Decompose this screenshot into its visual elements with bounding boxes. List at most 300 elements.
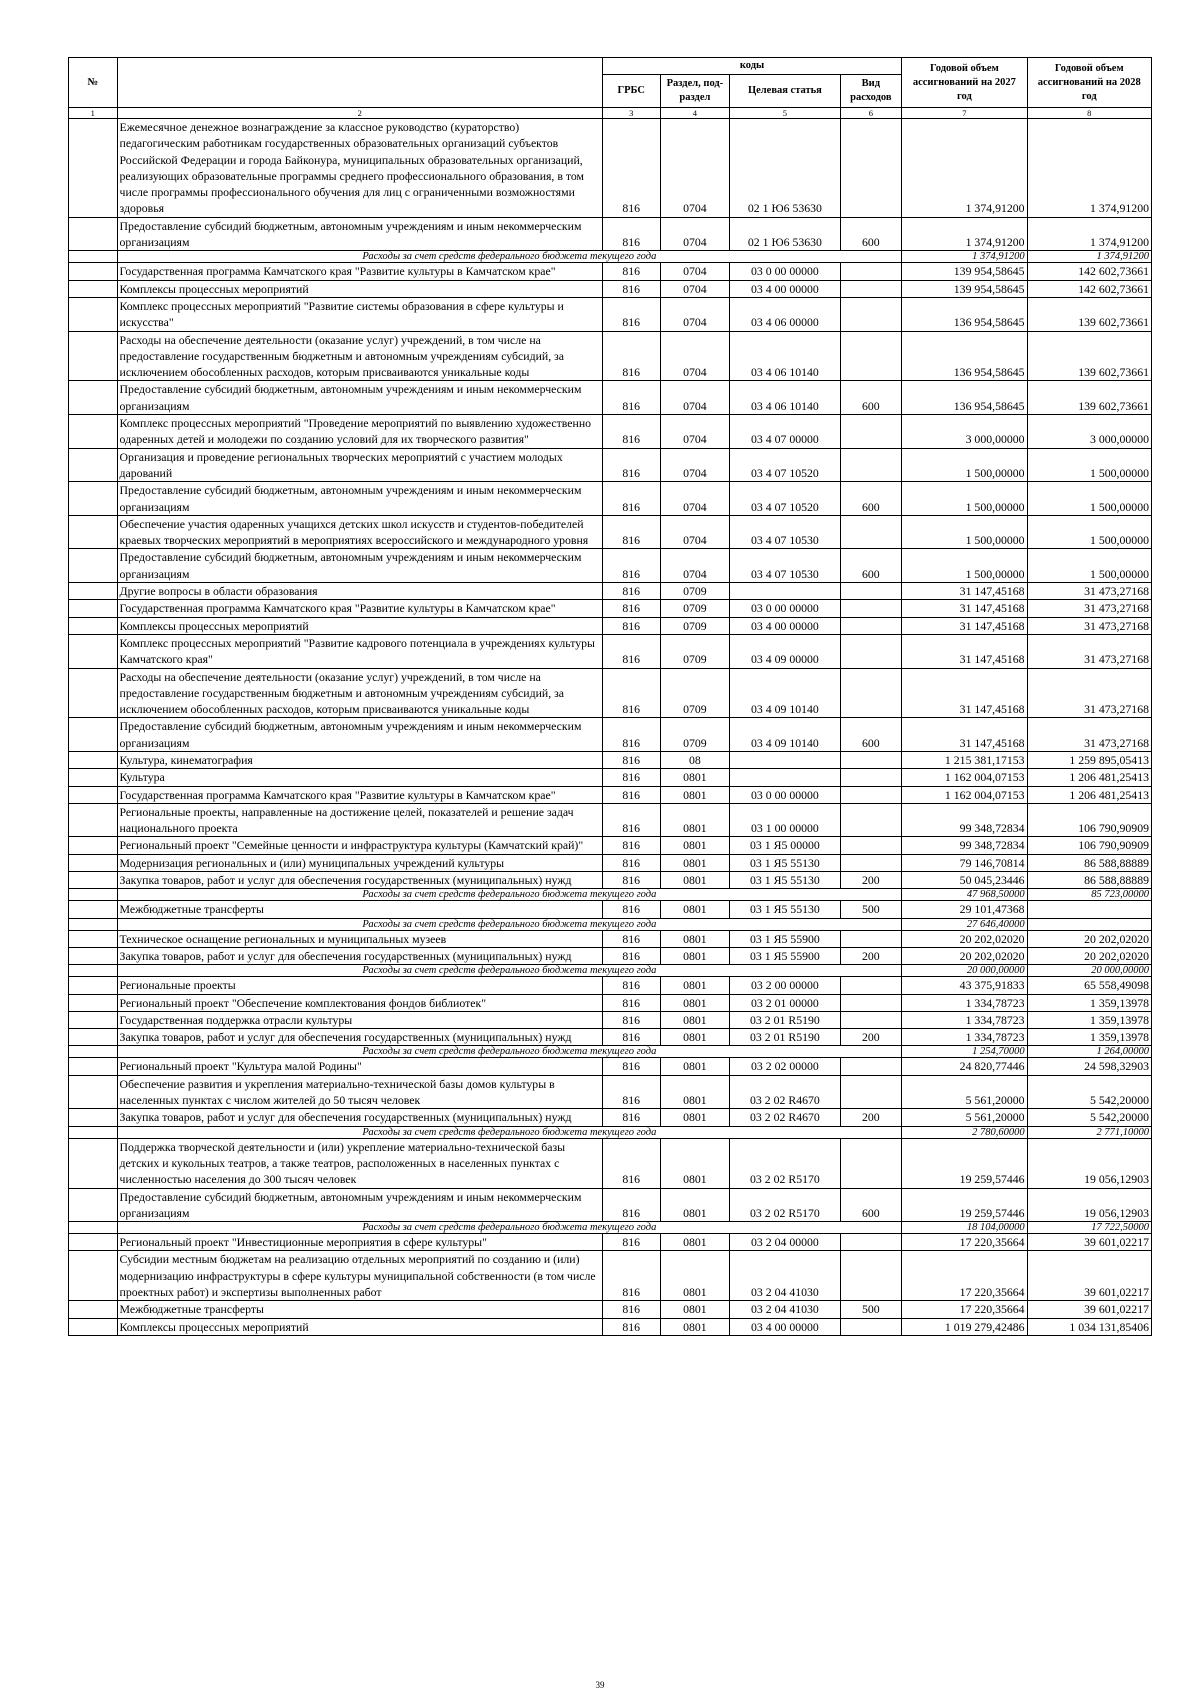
- header-section: Раздел, под-раздел: [660, 75, 730, 108]
- amount-2028: 1 374,91200: [1027, 217, 1151, 251]
- table-row: [69, 994, 1152, 1011]
- grbs-code: 816: [602, 1234, 660, 1251]
- section-code: 0704: [660, 415, 730, 449]
- amount-2028: 31 473,27168: [1027, 600, 1151, 617]
- amount-2027: 20 000,00000: [902, 965, 1027, 977]
- row-number-cell: [69, 994, 118, 1011]
- amount-2027: 1 374,91200: [902, 251, 1027, 263]
- grbs-code: 816: [602, 947, 660, 964]
- expense-type-code: [840, 854, 902, 871]
- expense-name: Закупка товаров, работ и услуг для обеспечения государственных (муниципальных) нужд: [117, 872, 602, 889]
- section-code: 0704: [660, 448, 730, 482]
- amount-2028: 3 000,00000: [1027, 415, 1151, 449]
- expense-name: Комплексы процессных мероприятий: [117, 280, 602, 297]
- row-number-cell: [69, 1222, 118, 1234]
- amount-2027: 136 954,58645: [902, 381, 1027, 415]
- amount-2027: 5 561,20000: [902, 1109, 1027, 1126]
- expense-type-code: [840, 415, 902, 449]
- amount-2027: 1 500,00000: [902, 549, 1027, 583]
- expense-type-code: [840, 930, 902, 947]
- amount-2028: 85 723,00000: [1027, 889, 1151, 901]
- header-target: Целевая статья: [730, 75, 840, 108]
- section-code: 0801: [660, 1109, 730, 1126]
- row-number-cell: [69, 1029, 118, 1046]
- expense-type-code: [840, 994, 902, 1011]
- expense-name: Поддержка творческой деятельности и (или) укрепление материально-технической базы детских и кукольных театров, а также театров, расположенных в населенных пунктах с численностью населения до 300 тысяч человек: [117, 1138, 602, 1188]
- budget-table: [68, 57, 1152, 1336]
- amount-2027: 17 220,35664: [902, 1251, 1027, 1301]
- header-name: [117, 58, 602, 108]
- amount-2028: 86 588,88889: [1027, 872, 1151, 889]
- section-code: 0704: [660, 381, 730, 415]
- table-row: [69, 515, 1152, 549]
- grbs-code: 816: [602, 280, 660, 297]
- amount-2028: 39 601,02217: [1027, 1301, 1151, 1318]
- row-number-cell: [69, 947, 118, 964]
- expense-type-code: [840, 600, 902, 617]
- row-number-cell: [69, 803, 118, 837]
- section-code: 0704: [660, 331, 730, 381]
- section-code: 0801: [660, 769, 730, 786]
- section-code: 0704: [660, 549, 730, 583]
- amount-2027: 139 954,58645: [902, 280, 1027, 297]
- column-number-row: [69, 108, 1152, 119]
- amount-2028: 20 000,00000: [1027, 965, 1151, 977]
- amount-2027: 27 646,40000: [902, 918, 1027, 930]
- grbs-code: 816: [602, 1029, 660, 1046]
- table-row: [69, 1188, 1152, 1222]
- grbs-code: 816: [602, 751, 660, 768]
- section-code: 0801: [660, 1138, 730, 1188]
- amount-2028: 5 542,20000: [1027, 1075, 1151, 1109]
- grbs-code: 816: [602, 769, 660, 786]
- expense-name: Модернизация региональных и (или) муниципальных учреждений культуры: [117, 854, 602, 871]
- row-number-cell: [69, 583, 118, 600]
- amount-2027: 20 202,02020: [902, 947, 1027, 964]
- expense-type-code: [840, 668, 902, 718]
- federal-budget-label: Расходы за счет средств федерального бюджета текущего года: [117, 918, 902, 930]
- expense-name: Обеспечение развития и укрепления материально-технической базы домов культуры в населенных пунктах с числом жителей до 50 тысяч человек: [117, 1075, 602, 1109]
- column-number: 8: [1027, 108, 1151, 119]
- header-2028: Годовой объем ассигнований на 2028 год: [1027, 58, 1151, 108]
- table-row: [69, 549, 1152, 583]
- grbs-code: 816: [602, 901, 660, 918]
- target-article-code: 03 1 Я5 55130: [730, 854, 840, 871]
- expense-type-code: 500: [840, 1301, 902, 1318]
- section-code: 08: [660, 751, 730, 768]
- expense-name: Государственная программа Камчатского края "Развитие культуры в Камчатском крае": [117, 600, 602, 617]
- target-article-code: 03 4 06 00000: [730, 297, 840, 331]
- grbs-code: 816: [602, 872, 660, 889]
- expense-name: Предоставление субсидий бюджетным, автономным учреждениям и иным некоммерческим организациям: [117, 1188, 602, 1222]
- column-number: 2: [117, 108, 602, 119]
- target-article-code: 03 2 02 R4670: [730, 1109, 840, 1126]
- expense-type-code: [840, 448, 902, 482]
- target-article-code: 03 4 09 10140: [730, 718, 840, 752]
- expense-type-code: 500: [840, 901, 902, 918]
- target-article-code: 03 2 04 00000: [730, 1234, 840, 1251]
- amount-2028: 1 500,00000: [1027, 549, 1151, 583]
- target-article-code: 03 4 00 00000: [730, 617, 840, 634]
- amount-2028: 1 206 481,25413: [1027, 769, 1151, 786]
- section-code: 0704: [660, 482, 730, 516]
- grbs-code: 816: [602, 381, 660, 415]
- section-code: 0704: [660, 515, 730, 549]
- expense-type-code: [840, 297, 902, 331]
- amount-2028: 17 722,50000: [1027, 1222, 1151, 1234]
- target-article-code: 03 4 07 10530: [730, 549, 840, 583]
- federal-budget-label: Расходы за счет средств федерального бюджета текущего года: [117, 1126, 902, 1138]
- table-row: [69, 668, 1152, 718]
- amount-2027: 1 334,78723: [902, 1011, 1027, 1028]
- table-row: [69, 977, 1152, 994]
- grbs-code: 816: [602, 297, 660, 331]
- target-article-code: 03 1 00 00000: [730, 803, 840, 837]
- grbs-code: 816: [602, 119, 660, 218]
- expense-name: Закупка товаров, работ и услуг для обеспечения государственных (муниципальных) нужд: [117, 1109, 602, 1126]
- expense-type-code: [840, 1234, 902, 1251]
- amount-2027: 1 500,00000: [902, 482, 1027, 516]
- target-article-code: 03 1 Я5 55900: [730, 947, 840, 964]
- expense-type-code: 600: [840, 1188, 902, 1222]
- row-number-cell: [69, 217, 118, 251]
- table-row: [69, 803, 1152, 837]
- target-article-code: 02 1 Ю6 53630: [730, 217, 840, 251]
- table-row: [69, 837, 1152, 854]
- amount-2028: 1 259 895,05413: [1027, 751, 1151, 768]
- table-row: [69, 1075, 1152, 1109]
- row-number-cell: [69, 1234, 118, 1251]
- table-row: [69, 1138, 1152, 1188]
- section-code: 0709: [660, 634, 730, 668]
- target-article-code: 03 4 07 10520: [730, 448, 840, 482]
- amount-2028: 65 558,49098: [1027, 977, 1151, 994]
- header-exp-type: Вид расходов: [840, 75, 902, 108]
- expense-type-code: [840, 751, 902, 768]
- target-article-code: 03 1 Я5 55900: [730, 930, 840, 947]
- expense-type-code: [840, 634, 902, 668]
- amount-2028: 142 602,73661: [1027, 263, 1151, 280]
- grbs-code: 816: [602, 1058, 660, 1075]
- amount-2027: 20 202,02020: [902, 930, 1027, 947]
- amount-2028: 106 790,90909: [1027, 837, 1151, 854]
- row-number-cell: [69, 901, 118, 918]
- expense-name: Комплекс процессных мероприятий "Развитие системы образования в сфере культуры и искусства": [117, 297, 602, 331]
- federal-budget-row: [69, 1222, 1152, 1234]
- expense-name: Комплексы процессных мероприятий: [117, 1318, 602, 1335]
- section-code: 0709: [660, 718, 730, 752]
- page-number: 39: [595, 1680, 605, 1690]
- section-code: 0801: [660, 1075, 730, 1109]
- expense-type-code: 600: [840, 217, 902, 251]
- grbs-code: 816: [602, 515, 660, 549]
- grbs-code: 816: [602, 415, 660, 449]
- grbs-code: 816: [602, 930, 660, 947]
- grbs-code: 816: [602, 1301, 660, 1318]
- expense-type-code: 600: [840, 549, 902, 583]
- amount-2027: 31 147,45168: [902, 583, 1027, 600]
- table-row: [69, 769, 1152, 786]
- amount-2027: 1 334,78723: [902, 1029, 1027, 1046]
- table-row: [69, 331, 1152, 381]
- amount-2027: 19 259,57446: [902, 1138, 1027, 1188]
- grbs-code: 816: [602, 583, 660, 600]
- section-code: 0801: [660, 803, 730, 837]
- amount-2028: 5 542,20000: [1027, 1109, 1151, 1126]
- row-number-cell: [69, 786, 118, 803]
- expense-name: Региональные проекты: [117, 977, 602, 994]
- header-number: №: [69, 58, 118, 108]
- amount-2028: 1 359,13978: [1027, 1011, 1151, 1028]
- row-number-cell: [69, 600, 118, 617]
- amount-2027: 99 348,72834: [902, 837, 1027, 854]
- amount-2028: 1 206 481,25413: [1027, 786, 1151, 803]
- section-code: 0704: [660, 280, 730, 297]
- expense-type-code: [840, 1138, 902, 1188]
- amount-2028: 1 359,13978: [1027, 994, 1151, 1011]
- amount-2027: 31 147,45168: [902, 617, 1027, 634]
- row-number-cell: [69, 977, 118, 994]
- target-article-code: 03 4 06 10140: [730, 381, 840, 415]
- table-row: [69, 617, 1152, 634]
- grbs-code: 816: [602, 837, 660, 854]
- amount-2028: 19 056,12903: [1027, 1138, 1151, 1188]
- amount-2028: 31 473,27168: [1027, 634, 1151, 668]
- expense-type-code: [840, 617, 902, 634]
- row-number-cell: [69, 1126, 118, 1138]
- target-article-code: 03 2 01 R5190: [730, 1011, 840, 1028]
- section-code: 0801: [660, 1188, 730, 1222]
- expense-name: Государственная программа Камчатского края "Развитие культуры в Камчатском крае": [117, 786, 602, 803]
- amount-2028: 1 264,00000: [1027, 1046, 1151, 1058]
- section-code: 0704: [660, 297, 730, 331]
- table-row: [69, 263, 1152, 280]
- row-number-cell: [69, 1318, 118, 1335]
- grbs-code: 816: [602, 1075, 660, 1109]
- grbs-code: 816: [602, 718, 660, 752]
- row-number-cell: [69, 751, 118, 768]
- row-number-cell: [69, 668, 118, 718]
- target-article-code: 03 4 00 00000: [730, 1318, 840, 1335]
- row-number-cell: [69, 1058, 118, 1075]
- expense-type-code: [840, 803, 902, 837]
- row-number-cell: [69, 718, 118, 752]
- table-row: [69, 930, 1152, 947]
- column-number: 3: [602, 108, 660, 119]
- section-code: 0801: [660, 901, 730, 918]
- table-row: [69, 280, 1152, 297]
- amount-2028: 39 601,02217: [1027, 1251, 1151, 1301]
- row-number-cell: [69, 1188, 118, 1222]
- target-article-code: 03 2 02 R4670: [730, 1075, 840, 1109]
- expense-name: Культура: [117, 769, 602, 786]
- row-number-cell: [69, 837, 118, 854]
- column-number: 4: [660, 108, 730, 119]
- row-number-cell: [69, 854, 118, 871]
- target-article-code: 03 1 Я5 00000: [730, 837, 840, 854]
- amount-2027: 1 019 279,42486: [902, 1318, 1027, 1335]
- federal-budget-label: Расходы за счет средств федерального бюджета текущего года: [117, 1222, 902, 1234]
- row-number-cell: [69, 769, 118, 786]
- table-row: [69, 901, 1152, 918]
- expense-type-code: [840, 119, 902, 218]
- amount-2027: 1 215 381,17153: [902, 751, 1027, 768]
- amount-2027: 5 561,20000: [902, 1075, 1027, 1109]
- target-article-code: [730, 769, 840, 786]
- expense-name: Региональный проект "Культура малой Родины": [117, 1058, 602, 1075]
- grbs-code: 816: [602, 600, 660, 617]
- amount-2027: 1 500,00000: [902, 515, 1027, 549]
- expense-type-code: [840, 263, 902, 280]
- table-row: [69, 1318, 1152, 1335]
- amount-2028: 139 602,73661: [1027, 297, 1151, 331]
- target-article-code: 03 1 Я5 55130: [730, 872, 840, 889]
- amount-2027: 79 146,70814: [902, 854, 1027, 871]
- expense-type-code: [840, 1318, 902, 1335]
- amount-2028: 39 601,02217: [1027, 1234, 1151, 1251]
- expense-name: Предоставление субсидий бюджетным, автономным учреждениям и иным некоммерческим организациям: [117, 217, 602, 251]
- expense-name: Закупка товаров, работ и услуг для обеспечения государственных (муниципальных) нужд: [117, 947, 602, 964]
- row-number-cell: [69, 889, 118, 901]
- expense-name: Региональный проект "Инвестиционные мероприятия в сфере культуры": [117, 1234, 602, 1251]
- row-number-cell: [69, 965, 118, 977]
- section-code: 0709: [660, 583, 730, 600]
- table-row: [69, 415, 1152, 449]
- amount-2028: 86 588,88889: [1027, 854, 1151, 871]
- section-code: 0704: [660, 217, 730, 251]
- column-number: 7: [902, 108, 1027, 119]
- expense-name: Предоставление субсидий бюджетным, автономным учреждениям и иным некоммерческим организациям: [117, 381, 602, 415]
- expense-type-code: [840, 331, 902, 381]
- expense-type-code: 600: [840, 482, 902, 516]
- target-article-code: 03 4 09 10140: [730, 668, 840, 718]
- amount-2028: 1 500,00000: [1027, 448, 1151, 482]
- amount-2028: 106 790,90909: [1027, 803, 1151, 837]
- row-number-cell: [69, 381, 118, 415]
- expense-type-code: [840, 786, 902, 803]
- federal-budget-label: Расходы за счет средств федерального бюджета текущего года: [117, 251, 902, 263]
- table-row: [69, 1029, 1152, 1046]
- expense-name: Техническое оснащение региональных и муниципальных музеев: [117, 930, 602, 947]
- section-code: 0709: [660, 668, 730, 718]
- federal-budget-row: [69, 1046, 1152, 1058]
- expense-type-code: 200: [840, 872, 902, 889]
- table-row: [69, 872, 1152, 889]
- grbs-code: 816: [602, 217, 660, 251]
- section-code: 0704: [660, 119, 730, 218]
- section-code: 0709: [660, 617, 730, 634]
- table-row: [69, 718, 1152, 752]
- amount-2027: 3 000,00000: [902, 415, 1027, 449]
- amount-2028: 1 500,00000: [1027, 482, 1151, 516]
- amount-2028: 1 374,91200: [1027, 251, 1151, 263]
- target-article-code: 03 2 02 00000: [730, 1058, 840, 1075]
- row-number-cell: [69, 482, 118, 516]
- expense-type-code: [840, 515, 902, 549]
- row-number-cell: [69, 297, 118, 331]
- row-number-cell: [69, 251, 118, 263]
- grbs-code: 816: [602, 1188, 660, 1222]
- federal-budget-row: [69, 965, 1152, 977]
- target-article-code: 03 4 07 00000: [730, 415, 840, 449]
- expense-name: Предоставление субсидий бюджетным, автономным учреждениям и иным некоммерческим организациям: [117, 718, 602, 752]
- table-row: [69, 634, 1152, 668]
- grbs-code: 816: [602, 977, 660, 994]
- target-article-code: 03 4 07 10530: [730, 515, 840, 549]
- amount-2028: 24 598,32903: [1027, 1058, 1151, 1075]
- section-code: 0801: [660, 977, 730, 994]
- amount-2027: 29 101,47368: [902, 901, 1027, 918]
- column-number: 5: [730, 108, 840, 119]
- section-code: 0801: [660, 994, 730, 1011]
- expense-name: Комплекс процессных мероприятий "Развитие кадрового потенциала в учреждениях культуры Камчатского края": [117, 634, 602, 668]
- grbs-code: 816: [602, 1318, 660, 1335]
- amount-2028: 139 602,73661: [1027, 331, 1151, 381]
- federal-budget-row: [69, 251, 1152, 263]
- section-code: 0801: [660, 1318, 730, 1335]
- expense-name: Предоставление субсидий бюджетным, автономным учреждениям и иным некоммерческим организациям: [117, 549, 602, 583]
- amount-2028: 31 473,27168: [1027, 617, 1151, 634]
- table-row: [69, 1234, 1152, 1251]
- target-article-code: 03 2 00 00000: [730, 977, 840, 994]
- target-article-code: 03 4 06 10140: [730, 331, 840, 381]
- federal-budget-row: [69, 918, 1152, 930]
- amount-2027: 31 147,45168: [902, 668, 1027, 718]
- section-code: 0801: [660, 1029, 730, 1046]
- expense-name: Ежемесячное денежное вознаграждение за классное руководство (кураторство) педагогическим работникам государственных образовательных организаций субъектов Российской Федерации и города Байконура, муниципальных образовательных организаций, реализующих образовательные программы среднего профессионального образования, в том числе программы профессионального обучения для лиц с ограниченными возможностями здоровья: [117, 119, 602, 218]
- table-row: [69, 1011, 1152, 1028]
- row-number-cell: [69, 634, 118, 668]
- target-article-code: 03 4 07 10520: [730, 482, 840, 516]
- section-code: 0709: [660, 600, 730, 617]
- amount-2027: 99 348,72834: [902, 803, 1027, 837]
- amount-2028: 142 602,73661: [1027, 280, 1151, 297]
- header-codes: коды: [602, 58, 901, 75]
- expense-name: Региональный проект "Семейные ценности и инфраструктура культуры (Камчатский край)": [117, 837, 602, 854]
- amount-2027: 31 147,45168: [902, 634, 1027, 668]
- expense-type-code: [840, 1251, 902, 1301]
- amount-2027: 139 954,58645: [902, 263, 1027, 280]
- grbs-code: 816: [602, 668, 660, 718]
- grbs-code: 816: [602, 1251, 660, 1301]
- amount-2027: 31 147,45168: [902, 718, 1027, 752]
- table-header: [69, 58, 1152, 119]
- section-code: 0801: [660, 872, 730, 889]
- expense-type-code: [840, 280, 902, 297]
- table-row: [69, 786, 1152, 803]
- section-code: 0801: [660, 947, 730, 964]
- target-article-code: 03 2 02 R5170: [730, 1188, 840, 1222]
- table-body: [69, 119, 1152, 1336]
- amount-2027: 17 220,35664: [902, 1234, 1027, 1251]
- header-2027: Годовой объем ассигнований на 2027 год: [902, 58, 1027, 108]
- grbs-code: 816: [602, 448, 660, 482]
- amount-2027: 1 374,91200: [902, 217, 1027, 251]
- column-number: 6: [840, 108, 902, 119]
- amount-2027: 47 968,50000: [902, 889, 1027, 901]
- expense-name: Региональные проекты, направленные на достижение целей, показателей и решение задач национального проекта: [117, 803, 602, 837]
- expense-name: Межбюджетные трансферты: [117, 1301, 602, 1318]
- table-row: [69, 297, 1152, 331]
- header-grbs: ГРБС: [602, 75, 660, 108]
- row-number-cell: [69, 448, 118, 482]
- target-article-code: 03 4 09 00000: [730, 634, 840, 668]
- amount-2028: 1 359,13978: [1027, 1029, 1151, 1046]
- amount-2028: 20 202,02020: [1027, 930, 1151, 947]
- expense-name: Расходы на обеспечение деятельности (оказание услуг) учреждений, в том числе на предоставление государственным бюджетным и автономным учреждениям субсидий, за исключением обособленных расходов, которым присваиваются уникальные коды: [117, 668, 602, 718]
- expense-type-code: 600: [840, 381, 902, 415]
- row-number-cell: [69, 1251, 118, 1301]
